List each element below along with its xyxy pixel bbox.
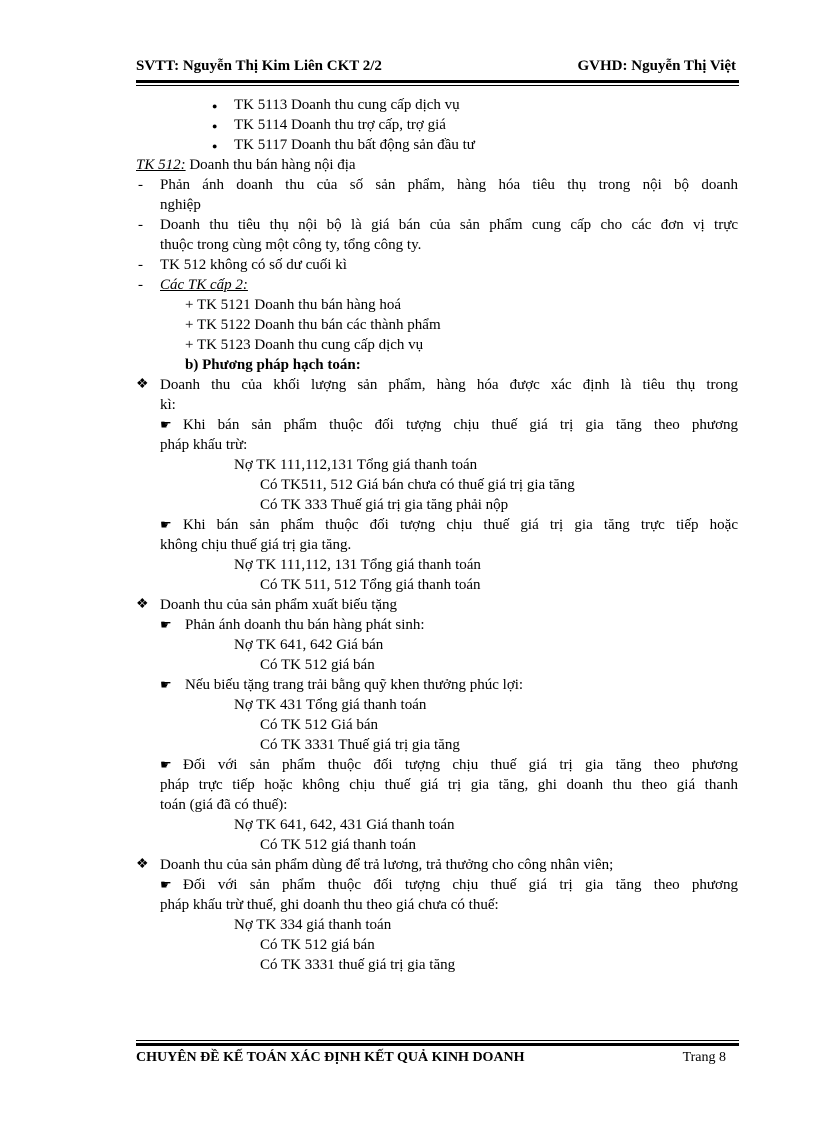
pointing-hand-icon: ☛ [160, 877, 172, 892]
pointing-hand-icon: ☛ [160, 757, 172, 772]
sub-account-line: + TK 5121 Doanh thu bán hàng hoá [185, 297, 402, 313]
bullet-icon: ● [212, 101, 218, 111]
paragraph-line: Đối với sản phẩm thuộc đối tượng chịu thuế giá trị gia tăng theo phương [183, 877, 738, 893]
paragraph-line: Phản ánh doanh thu của số sản phẩm, hàng hóa tiêu thụ trong nội bộ doanh [160, 177, 738, 193]
journal-entry: Nợ TK 111,112,131 Tổng giá thanh toán [234, 457, 478, 473]
journal-entry: Có TK 3331 Thuế giá trị gia tăng [260, 737, 460, 753]
journal-entry: Có TK 333 Thuế giá trị gia tăng phải nộp [260, 497, 509, 513]
sub-account-line: TK 5113 Doanh thu cung cấp dịch vụ [234, 97, 460, 113]
paragraph-line: Doanh thu của khối lượng sản phẩm, hàng hóa được xác định là tiêu thụ trong [160, 377, 738, 393]
sub-heading: Các TK cấp 2: [160, 277, 248, 293]
paragraph-line: toán (giá đã có thuế): [160, 797, 288, 813]
paragraph-line: Doanh thu của sản phẩm dùng để trả lương, trả thưởng cho công nhân viên; [160, 857, 614, 873]
paragraph-line: pháp trực tiếp hoặc không chịu thuế giá trị gia tăng, ghi doanh thu theo giá thanh [160, 777, 738, 793]
dash-marker: - [138, 277, 143, 293]
sub-account-line: TK 5114 Doanh thu trợ cấp, trợ giá [234, 117, 446, 133]
page-footer [136, 1050, 726, 1070]
tk512-text: Doanh thu bán hàng nội địa [185, 157, 356, 173]
pointing-hand-icon: ☛ [160, 677, 172, 692]
header-rule-thick [136, 80, 739, 83]
journal-entry: Nợ TK 334 giá thanh toán [234, 917, 392, 933]
paragraph-line: Khi bán sản phẩm thuộc đối tượng chịu thuế giá trị gia tăng trực tiếp hoặc [183, 517, 738, 533]
sub-account-line: + TK 5123 Doanh thu cung cấp dịch vụ [185, 337, 424, 353]
journal-entry: Có TK 512 giá thanh toán [260, 837, 416, 853]
journal-entry: Có TK 512 Giá bán [260, 717, 379, 733]
sub-account-line: + TK 5122 Doanh thu bán các thành phẩm [185, 317, 441, 333]
page-number: Trang 8 [682, 1050, 726, 1065]
header-advisor: GVHD: Nguyễn Thị Việt [577, 58, 736, 74]
journal-entry: Có TK 3331 thuế giá trị gia tăng [260, 957, 456, 973]
dash-marker: - [138, 217, 143, 233]
paragraph-line: Đối với sản phẩm thuộc đối tượng chịu thuế giá trị gia tăng theo phương [183, 757, 738, 773]
header-student: SVTT: Nguyễn Thị Kim Liên CKT 2/2 [136, 58, 382, 74]
paragraph-line: không chịu thuế giá trị gia tăng. [160, 537, 352, 553]
paragraph-line: pháp khấu trừ thuế, ghi doanh thu theo giá chưa có thuế: [160, 897, 499, 913]
paragraph-line: TK 512 không có số dư cuối kì [160, 257, 347, 273]
bullet-icon: ● [212, 141, 218, 151]
page-header [136, 58, 736, 78]
footer-title: CHUYÊN ĐỀ KẾ TOÁN XÁC ĐỊNH KẾT QUẢ KINH DOANH [136, 1050, 525, 1065]
journal-entry: Có TK 512 giá bán [260, 937, 375, 953]
header-rule-thin [136, 85, 739, 86]
paragraph-line: Doanh thu tiêu thụ nội bộ là giá bán của sản phẩm cung cấp cho các đơn vị trực [160, 217, 738, 233]
pointing-hand-icon: ☛ [160, 517, 172, 532]
pointing-hand-icon: ☛ [160, 617, 172, 632]
paragraph-line: Phản ánh doanh thu bán hàng phát sinh: [185, 617, 425, 633]
diamond-bullet-icon: ❖ [136, 597, 149, 612]
diamond-bullet-icon: ❖ [136, 377, 149, 392]
dash-marker: - [138, 257, 143, 273]
bullet-icon: ● [212, 121, 218, 131]
journal-entry: Có TK 512 giá bán [260, 657, 375, 673]
paragraph-line: thuộc trong cùng một công ty, tổng công ty. [160, 237, 422, 253]
pointing-hand-icon: ☛ [160, 417, 172, 432]
paragraph-line: Khi bán sản phẩm thuộc đối tượng chịu thuế giá trị gia tăng theo phương [183, 417, 738, 433]
footer-rule-thin [136, 1040, 739, 1041]
journal-entry: Có TK511, 512 Giá bán chưa có thuế giá trị gia tăng [260, 477, 575, 493]
footer-rule-thick [136, 1043, 739, 1046]
journal-entry: Nợ TK 431 Tổng giá thanh toán [234, 697, 427, 713]
paragraph-line: Doanh thu của sản phẩm xuất biếu tặng [160, 597, 398, 613]
paragraph-line: Nếu biếu tặng trang trải bằng quỹ khen thưởng phúc lợi: [185, 677, 524, 693]
journal-entry: Nợ TK 641, 642 Giá bán [234, 637, 384, 653]
tk512-heading [136, 155, 356, 175]
section-heading: b) Phương pháp hạch toán: [185, 357, 361, 373]
journal-entry: Nợ TK 111,112, 131 Tổng giá thanh toán [234, 557, 481, 573]
journal-entry: Có TK 511, 512 Tổng giá thanh toán [260, 577, 481, 593]
journal-entry: Nợ TK 641, 642, 431 Giá thanh toán [234, 817, 455, 833]
tk512-label: TK 512: [136, 157, 186, 173]
paragraph-line: kì: [160, 397, 176, 413]
paragraph-line: pháp khấu trừ: [160, 437, 248, 453]
paragraph-line: nghiệp [160, 197, 201, 213]
dash-marker: - [138, 177, 143, 193]
diamond-bullet-icon: ❖ [136, 857, 149, 872]
sub-account-line: TK 5117 Doanh thu bất động sản đầu tư [234, 137, 475, 153]
